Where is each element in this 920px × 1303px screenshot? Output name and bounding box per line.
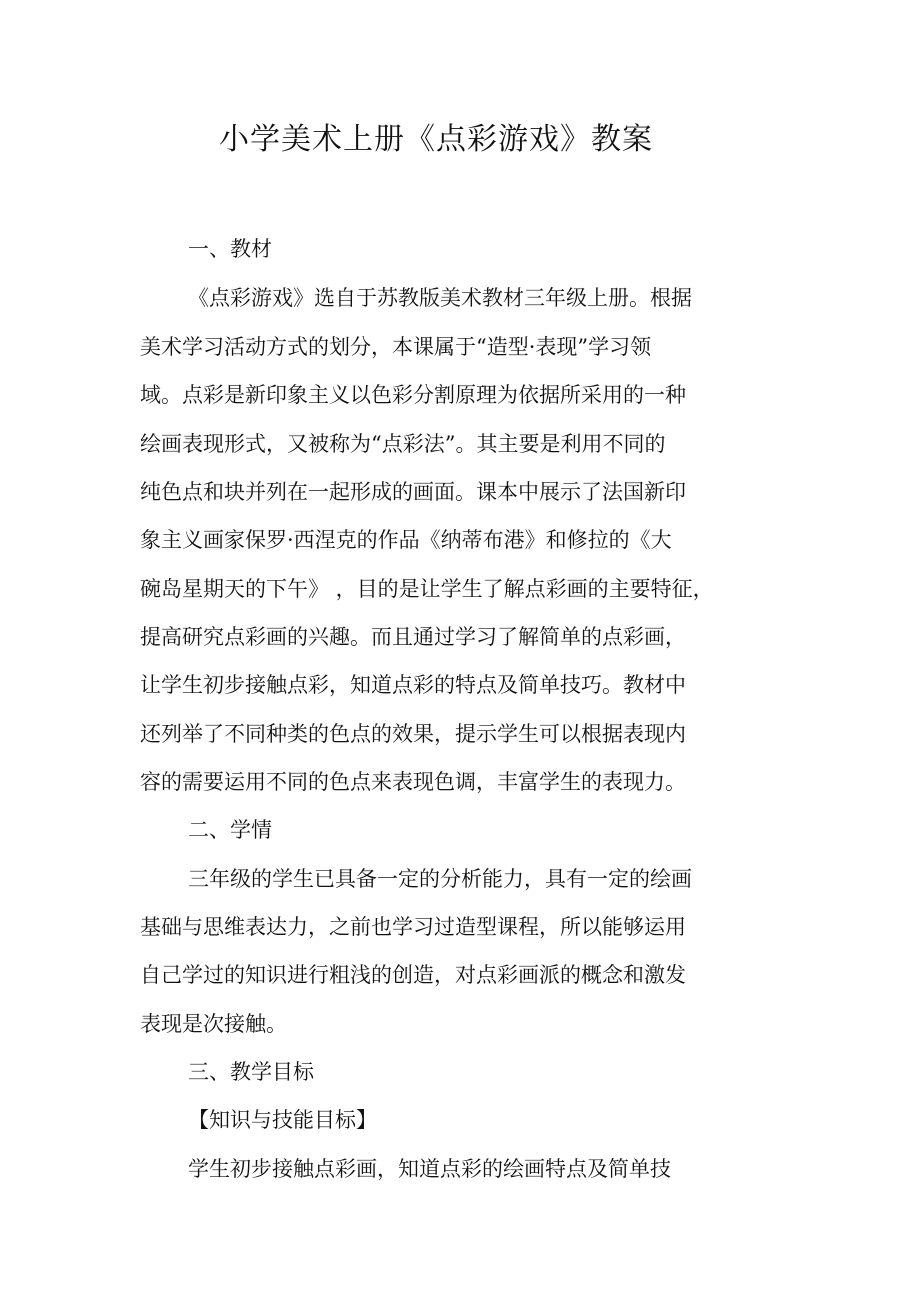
subheading-knowledge-skill-goals: 【知识与技能目标】 [188, 1108, 377, 1132]
paragraph-line: 学生初步接触点彩画，知道点彩的绘画特点及简单技 [188, 1157, 671, 1181]
section-heading-teaching-goals: 三、教学目标 [188, 1060, 314, 1084]
section-heading-materials: 一、教材 [188, 237, 272, 261]
paragraph-line: 表现是次接触。 [140, 1012, 287, 1036]
paragraph-line: 绘画表现形式，又被称为“点彩法”。其主要是利用不同的 [140, 432, 666, 456]
paragraph-line: 象主义画家保罗·西涅克的作品《纳蒂布港》和修拉的《大 [140, 528, 672, 552]
paragraph-line: 提高研究点彩画的兴趣。而且通过学习了解简单的点彩画， [140, 625, 686, 649]
paragraph-line: 美术学习活动方式的划分，本课属于“造型·表现”学习领 [140, 335, 652, 359]
document-title: 小学美术上册《点彩游戏》教案 [219, 122, 653, 157]
paragraph-line: 碗岛星期天的下午》 ，目的是让学生了解点彩画的主要特征， [140, 577, 714, 601]
paragraph-line: 三年级的学生已具备一定的分析能力，具有一定的绘画 [188, 867, 692, 891]
paragraph-line: 纯色点和块并列在一起形成的画面。课本中展示了法国新印 [140, 480, 686, 504]
paragraph-line: 域。点彩是新印象主义以色彩分割原理为依据所采用的一种 [140, 383, 686, 407]
paragraph-line: 容的需要运用不同的色点来表现色调，丰富学生的表现力。 [140, 770, 686, 794]
section-heading-learner-analysis: 二、学情 [188, 818, 272, 842]
paragraph-line: 自己学过的知识进行粗浅的创造，对点彩画派的概念和激发 [140, 963, 686, 987]
paragraph-line: 还列举了不同种类的色点的效果，提示学生可以根据表现内 [140, 722, 686, 746]
paragraph-line: 让学生初步接触点彩，知道点彩的特点及简单技巧。教材中 [140, 673, 686, 697]
paragraph-line: 基础与思维表达力，之前也学习过造型课程，所以能够运用 [140, 915, 686, 939]
paragraph-line: 《点彩游戏》选自于苏教版美术教材三年级上册。根据 [188, 286, 692, 310]
